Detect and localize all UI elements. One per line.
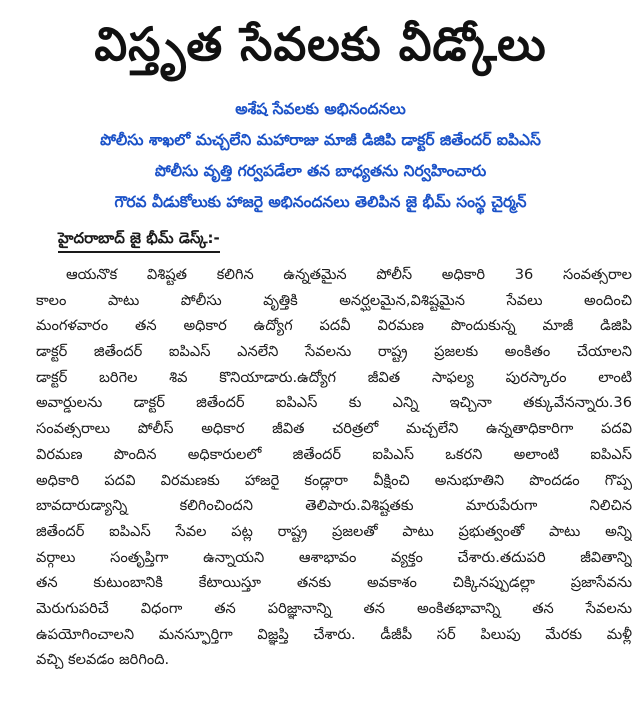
body-line: వచ్చి కలవడం జరిగింది. [36, 651, 170, 669]
subheading-1: అశేష సేవలకు అభినందనలు [235, 100, 406, 118]
body-line: అవార్డులను డాక్టర్ జితేందర్ ఐపిఎస్ కు ఎన్ని ఇచ్చినా తక్కువేనన్నారు.36 [36, 394, 632, 412]
body-line: కాలం పాటు పోలీసు వృత్తికి అనర్ఘలమైన,విశిష్టమైన సేవలు అందించి [36, 291, 632, 309]
body-line: ఉపయోగించాలని మనస్ఫూర్తిగా విజ్ఞప్తి చేశారు. డీజీపీ సర్ పిలుపు మేరకు మళ్లీ [36, 625, 632, 643]
body-line: డాక్టర్ జితేందర్ ఐపిఎస్ ఎనలేని సేవలను రాష్ట్ర ప్రజలకు అంకితం చేయాలని [36, 343, 632, 361]
article-headline: విస్తృత సేవలకు వీడ్కోలు [94, 17, 547, 71]
subheading-2: పోలీసు శాఖలో మచ్చలేని మహారాజు మాజీ డిజిపి డాక్టర్ జితేందర్ ఐపిఎస్ [100, 131, 541, 149]
body-line: డాక్టర్ బరిగెల శివ కొనియాడారు.ఉద్యోగ జీవిత సాఫల్య పురస్కారం లాంటి [36, 368, 632, 386]
article-dateline: హైదరాబాద్ జై భీమ్ డెస్క్:- [58, 226, 220, 253]
article-subheadings [10, 94, 631, 218]
body-line: విరమణ పొందిన అధికారులలో జితేందర్ ఐపిఎస్ ఒకరని అలాంటి ఐపిఎస్ [36, 445, 632, 463]
article-body [36, 262, 632, 673]
body-line: అధికారి పదవి విరమణకు హాజరై కండ్లారా వీక్షించి అనుభూతిని పొందడం గొప్ప [36, 471, 632, 489]
body-line: బావదారుడ్యాన్ని కలిగించిందని తెలిపారు.విశిష్టతకు మారుపేరుగా నిలిచిన [36, 497, 632, 515]
subheading-3: పోలీసు వృత్తి గర్వపడేలా తన బాధ్యతను నిర్వహించారు [154, 162, 487, 180]
body-line: జితేందర్ ఐపిఎస్ సేవల పట్ల రాష్ట్ర ప్రజలతో పాటు ప్రభుత్వంతో పాటు అన్ని [36, 522, 632, 540]
body-line: ఆయనొక విశిష్టత కలిగిన ఉన్నతమైన పోలీస్ అధికారి 36 సంవత్సరాల [66, 266, 632, 283]
body-line: సంవత్సరాలు పోలీస్ అధికార జీవిత చరిత్రలో మచ్చలేని ఉన్నతాధికారిగా పదవి [36, 420, 632, 438]
body-line: తన కుటుంబానికి కేటాయిస్తూ తనకు అవకాశం చిక్కినప్పుడల్లా ప్రజాసేవను [36, 574, 632, 592]
body-line: మెరుగుపరిచే విధంగా తన పరిజ్ఞానాన్ని తన అంకితభావాన్ని తన సేవలను [36, 599, 632, 617]
body-line: వర్గాలు సంతృప్తిగా ఉన్నాయని ఆశాభావం వ్యక్తం చేశారు.తదుపరి జీవితాన్ని [36, 548, 632, 566]
body-line: మంగళవారం తన అధికార ఉద్యోగ పదవీ విరమణ పొందుకున్న మాజీ డిజిపి [36, 317, 632, 335]
subheading-4: గౌరవ వీడుకోలుకు హాజరై అభినందనలు తెలిపిన జై భీమ్ సంస్థ చైర్మన్ [114, 193, 527, 211]
